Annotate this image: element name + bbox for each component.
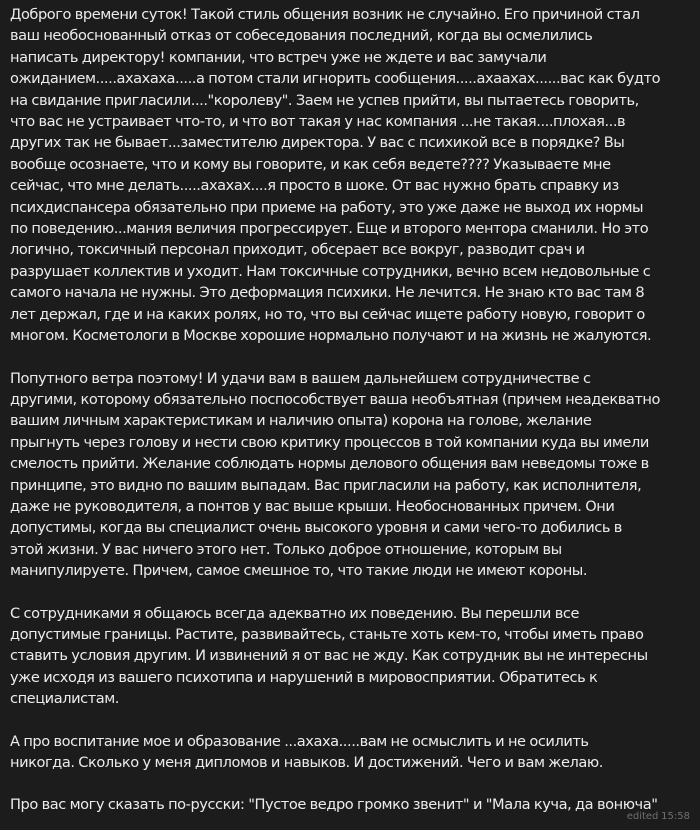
paragraph-gap [10, 347, 688, 368]
message-paragraph-3: С сотрудниками я общаюсь всегда адекватно их поведению. Вы перешли все допустимые границы. Растите, развивайтесь, станьте хоть кем-то, чтобы иметь право ставить условия другим. И извинений я от вас не жду. Как сотрудник вы не интересны уже исходя из вашего психотипа и нарушений в мировосприятии. Обратитесь к специалистам. [10, 604, 648, 708]
paragraph-gap [10, 773, 688, 794]
paragraph-gap [10, 710, 688, 731]
message-paragraph-1: Доброго времени суток! Такой стиль общения возник не случайно. Его причиной стал ваш необоснованный отказ от собеседования последний, когда вы осмелились написать директору! компании, что встреч уже не ждете и вас замучали ожиданием.....ахахаха.....а потом стали игнорить сообщения.....ахаахах......вас как будто на свидание пригласили...."королеву". Заем не успев прийти, вы пытаетесь говорить, что вас не устраивает что-то, и что вот такая у нас компания ...не такая....плохая...в других так не бывает...заместителю директора. У вас с психикой все в порядке? Вы вообще осознаете, что и кому вы говорите, и как себя ведете???? Указываете мне сейчас, что мне делать.....ахахах....я просто в шоке. От вас нужно брать справку из психдиспансера обязательно при приеме на работу, это уже даже не выход их нормы по поведению...мания величия прогрессирует. Еще и второго ментора сманили. Но это логично, токсичный персонал приходит, обсерает все вокруг, разводит срач и разрушает коллектив и уходит. Нам токсичные сотрудники, вечно всем недовольные с самого начала не нужны. Это деформация психики. Не лечится. Не знаю кто вас там 8 лет держал, где и на каких ролях, но то, что вы сейчас ищете работу новую, говорит о многом. Косметологи в Москве хорошие нормально получают и на жизнь не жалуются. [10, 6, 661, 345]
paragraph-gap [10, 582, 688, 603]
message-paragraph-4: А про воспитание мое и образование ...ахаха.....вам не осмыслить и не осилить никогда. Сколько у меня дипломов и навыков. И достижений. Чего и вам желаю. [10, 732, 603, 771]
message-paragraph-5: Про вас могу сказать по-русски: "Пустое ведро громко звенит" и "Мала куча, да вонюча" [10, 796, 658, 814]
message-edited-timestamp: edited 15:58 [626, 810, 690, 822]
message-paragraph-2: Попутного ветра поэтому! И удачи вам в вашем дальнейшем сотрудничестве с другими, которому обязательно поспособствует ваша необъятная (причем неадекватно вашим личным характеристикам и наличию опыта) корона на голове, желание прыгнуть через голову и нести свою критику процессов в той компании куда вы имели смелость прийти. Желание соблюдать нормы делового общения вам неведомы тоже в принципе, это видно по вашим выпадам. Вас пригласили на работу, как исполнителя, даже не руководителя, а понтов у вас выше крыши. Необоснованных причем. Они допустимы, когда вы специалист очень высокого уровня и сами чего-то добились в этой жизни. У вас ничего этого нет. Только доброе отношение, которым вы манипулируете. Причем, самое смешное то, что такие люди не имеют короны. [10, 369, 661, 580]
